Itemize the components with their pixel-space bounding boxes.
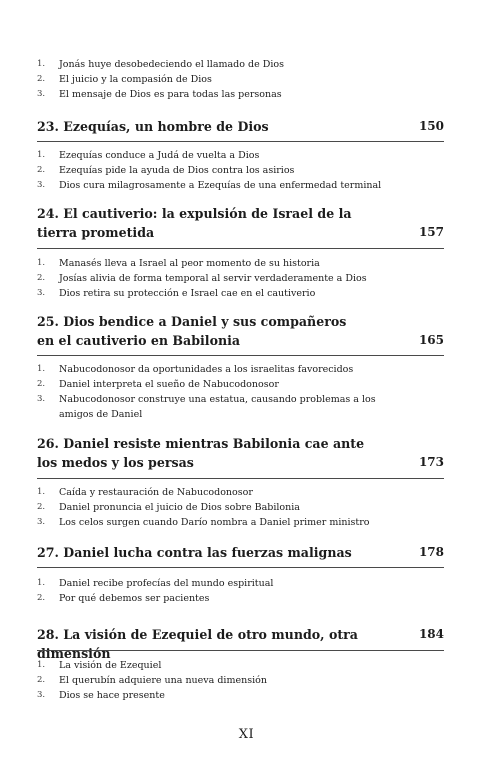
- chapter-list: [37, 256, 407, 301]
- chapter-heading: [37, 434, 444, 472]
- chapter-title: 23. Ezequías, un hombre de Dios: [37, 119, 269, 134]
- chapter-heading: [37, 312, 444, 350]
- chapter-title: 24. El cautiverio: la expulsión de Israel de la tierra prometida: [37, 206, 352, 240]
- item-text: Daniel recibe profecías del mundo espiritual: [59, 578, 274, 589]
- list-item: [37, 72, 407, 87]
- list-item: [37, 271, 407, 286]
- item-text: Jonás huye desobedeciendo el llamado de Dios: [59, 59, 284, 70]
- item-text: Daniel interpreta el sueño de Nabucodonosor: [59, 379, 279, 390]
- item-text: Daniel pronuncia el juicio de Dios sobre Babilonia: [59, 502, 300, 513]
- item-number: 3.: [37, 517, 46, 527]
- chapter-list: [37, 485, 407, 530]
- list-item: [37, 673, 407, 688]
- item-number: 1.: [37, 364, 46, 374]
- chapter-list: [37, 362, 407, 422]
- list-item: [37, 163, 407, 178]
- item-text: Nabucodonosor construye una estatua, causando problemas a los amigos de Daniel: [59, 394, 376, 420]
- list-item: [37, 658, 407, 673]
- item-text: Manasés lleva a Israel al peor momento de su historia: [59, 258, 320, 269]
- chapter-title: 28. La visión de Ezequiel de otro mundo, otra dimensión: [37, 627, 358, 661]
- divider: [37, 567, 444, 568]
- item-number: 3.: [37, 690, 46, 700]
- chapter-title: 26. Daniel resiste mientras Babilonia cae ante los medos y los persas: [37, 436, 365, 470]
- chapter-page-number: 165: [418, 333, 444, 347]
- list-item: [37, 87, 407, 102]
- intro-list: [37, 57, 407, 102]
- item-text: Por qué debemos ser pacientes: [59, 593, 210, 604]
- item-number: 1.: [37, 487, 46, 497]
- chapter-page-number: 184: [418, 627, 444, 641]
- item-number: 1.: [37, 59, 46, 69]
- list-item: [37, 576, 407, 591]
- divider: [37, 650, 444, 651]
- list-item: [37, 500, 407, 515]
- item-text: La visión de Ezequiel: [59, 660, 162, 671]
- item-text: Dios cura milagrosamente a Ezequías de una enfermedad terminal: [59, 180, 382, 191]
- chapter-title: 27. Daniel lucha contra las fuerzas malignas: [37, 545, 352, 560]
- list-item: [37, 57, 407, 72]
- item-number: 2.: [37, 273, 46, 283]
- chapter-heading: [37, 204, 444, 242]
- chapter-list: [37, 576, 407, 606]
- item-text: Caída y restauración de Nabucodonosor: [59, 487, 253, 498]
- list-item: [37, 148, 407, 163]
- item-number: 2.: [37, 165, 46, 175]
- list-item: [37, 688, 407, 703]
- item-text: El querubín adquiere una nueva dimensión: [59, 675, 267, 686]
- chapter-page-number: 178: [418, 545, 444, 559]
- divider: [37, 478, 444, 479]
- list-item: [37, 515, 407, 530]
- list-item: [37, 485, 407, 500]
- item-text: Ezequías conduce a Judá de vuelta a Dios: [59, 150, 260, 161]
- item-text: Josías alivia de forma temporal al servir verdaderamente a Dios: [59, 273, 367, 284]
- page-number-footer: XI: [238, 727, 255, 742]
- chapter-page-number: 157: [418, 225, 444, 239]
- item-number: 1.: [37, 258, 46, 268]
- item-number: 3.: [37, 89, 46, 99]
- item-text: Ezequías pide la ayuda de Dios contra los asirios: [59, 165, 295, 176]
- item-number: 2.: [37, 675, 46, 685]
- item-number: 3.: [37, 288, 46, 298]
- chapter-page-number: 150: [418, 119, 444, 133]
- item-number: 1.: [37, 660, 46, 670]
- chapter-page-number: 173: [418, 455, 444, 469]
- item-number: 2.: [37, 379, 46, 389]
- list-item: [37, 362, 407, 377]
- list-item: [37, 591, 407, 606]
- list-item: [37, 286, 407, 301]
- chapter-list: [37, 658, 407, 703]
- item-number: 1.: [37, 578, 46, 588]
- item-number: 2.: [37, 593, 46, 603]
- item-number: 2.: [37, 74, 46, 84]
- chapter-heading: [37, 117, 444, 136]
- item-text: El juicio y la compasión de Dios: [59, 74, 212, 85]
- item-text: Dios retira su protección e Israel cae en el cautiverio: [59, 288, 316, 299]
- item-number: 1.: [37, 150, 46, 160]
- item-text: Dios se hace presente: [59, 690, 165, 701]
- chapter-title: 25. Dios bendice a Daniel y sus compañeros en el cautiverio en Babilonia: [37, 314, 347, 348]
- divider: [37, 355, 444, 356]
- item-number: 2.: [37, 502, 46, 512]
- item-text: El mensaje de Dios es para todas las personas: [59, 89, 282, 100]
- chapter-heading: [37, 543, 444, 562]
- item-text: Los celos surgen cuando Darío nombra a Daniel primer ministro: [59, 517, 370, 528]
- list-item: [37, 178, 407, 193]
- list-item: [37, 392, 407, 422]
- item-number: 3.: [37, 180, 46, 190]
- list-item: [37, 377, 407, 392]
- chapter-list: [37, 148, 407, 193]
- item-number: 3.: [37, 394, 46, 404]
- divider: [37, 248, 444, 249]
- list-item: [37, 256, 407, 271]
- divider: [37, 141, 444, 142]
- item-text: Nabucodonosor da oportunidades a los israelitas favorecidos: [59, 364, 354, 375]
